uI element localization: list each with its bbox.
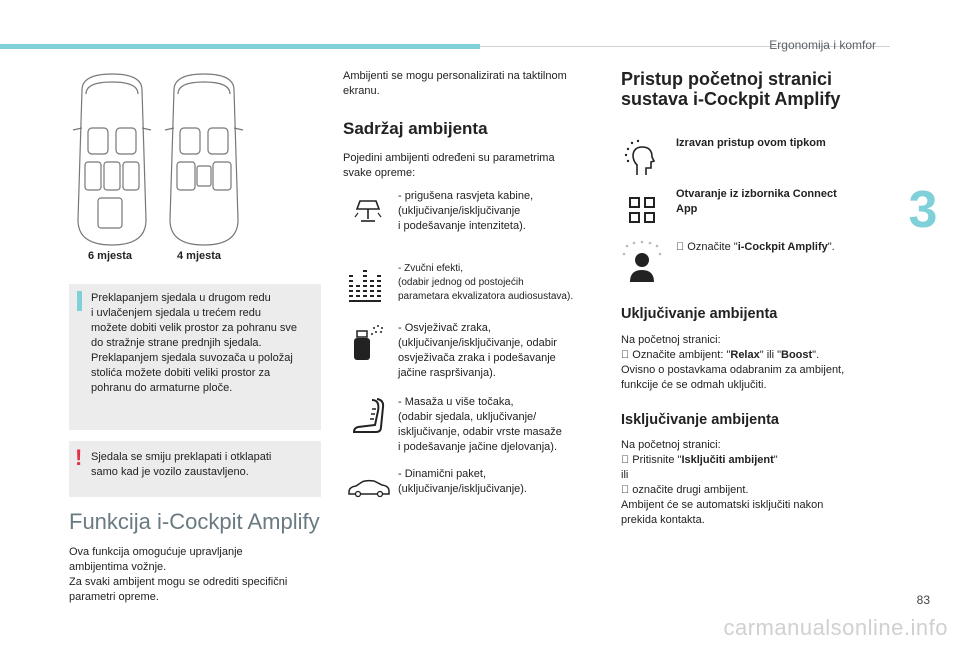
item-line: - prigušena rasvjeta kabine,: [398, 190, 534, 202]
info-line: pohranu do armaturne ploče.: [91, 382, 233, 394]
desc-line: svake opreme:: [343, 167, 416, 179]
deactivation-line: označite drugi ambijent.: [621, 484, 738, 496]
head-key-icon: [624, 139, 660, 179]
desc-line: Pojedini ambijenti određeni su parametrima: [343, 152, 555, 164]
function-line: Za svaki ambijent mogu se odrediti specifični: [69, 576, 288, 588]
warning-line: samo kad je vozilo zaustavljeno.: [91, 466, 249, 478]
access-heading-line: Pristup početnoj stranici: [621, 69, 833, 89]
intro-text: [343, 69, 567, 99]
item-line: i podešavanje intenziteta).: [398, 220, 526, 232]
item-line: - Zvučni efekti,: [398, 263, 464, 274]
page-number: 83: [916, 593, 930, 607]
info-box-text: [91, 291, 297, 396]
access-line: Izravan pristup ovom tipkom: [676, 137, 826, 149]
info-line: do stražnje strane prednjih sjedala.: [91, 337, 262, 349]
access-line: App: [676, 203, 698, 215]
function-heading: Funkcija i-Cockpit Amplify: [69, 509, 320, 534]
activation-line: funkcije će se odmah uključiti.: [621, 379, 767, 391]
activation-line: Ovisno o postavkama odabranim za ambijent,: [621, 364, 845, 376]
access-select-text: [676, 240, 835, 255]
deactivation-line: Pritisnite "Isključiti ambijent": [621, 454, 767, 466]
activation-line: Na početnoj stranici:: [621, 334, 721, 346]
info-line: Preklapanjem sjedala suvozača u položaj: [91, 352, 293, 364]
function-line: Ova funkcija omogućuje upravljanje: [69, 546, 243, 558]
item-line: (uključivanje/isključivanje).: [398, 483, 527, 495]
chapter-number: 3: [908, 181, 938, 239]
caption-4-seats: 4 mjesta: [177, 250, 222, 262]
caption-6-seats: 6 mjesta: [88, 250, 133, 262]
item-sound: [398, 262, 573, 304]
item-line: - Dinamični paket,: [398, 468, 487, 480]
deactivation-text: [621, 438, 823, 528]
item-line: - Osvježivač zraka,: [398, 322, 491, 334]
item-line: (uključivanje/isključivanje, odabir: [398, 337, 557, 349]
person-icon: [622, 240, 662, 284]
info-line: možete dobiti velik prostor za pohranu sve: [91, 322, 298, 334]
item-line: (odabir sjedala, uključivanje/: [398, 411, 537, 423]
watermark: carmanualsonline.info: [723, 615, 948, 640]
seat-massage-icon: [350, 397, 386, 437]
car-seating-diagrams: [72, 70, 247, 250]
grid-menu-icon: [628, 196, 656, 224]
item-line: isključivanje, odabir vrste masaže: [398, 426, 562, 438]
deactivation-heading: Isključivanje ambijenta: [621, 412, 779, 428]
info-line: Preklapanjem sjedala u drugom redu: [91, 292, 271, 304]
select-prefix: Označite ": [676, 241, 727, 253]
content-heading: Sadržaj ambijenta: [343, 119, 488, 138]
item-line: (uključivanje/isključivanje: [398, 205, 521, 217]
access-line: Otvaranje iz izbornika Connect: [676, 188, 837, 200]
ambient-lamp-icon: [352, 195, 384, 227]
activation-text: [621, 333, 844, 393]
info-line: stolića možete dobiti veliki prostor za: [91, 367, 271, 379]
item-line: - Masaža u više točaka,: [398, 396, 514, 408]
warning-line: Sjedala se smiju preklapati i otklapati: [91, 451, 272, 463]
warning-box-text: [91, 450, 271, 480]
audio-equalizer-icon: [347, 267, 385, 305]
item-lighting: [398, 189, 533, 234]
function-line: parametri opreme.: [69, 591, 159, 603]
header-title: Ergonomija i komfor: [769, 38, 876, 52]
car-4-seats-diagram: [165, 74, 243, 245]
car-6-seats-diagram: [73, 74, 151, 245]
function-text: [69, 545, 287, 605]
dynamic-car-icon: [346, 478, 392, 500]
info-line: i uvlačenjem sjedala u trećem redu: [91, 307, 261, 319]
deactivation-line: ili: [621, 469, 629, 481]
deactivation-line: Na početnoj stranici:: [621, 439, 721, 451]
item-massage: [398, 395, 562, 455]
item-line: parametara ekvalizatora audiosustava).: [398, 291, 574, 302]
item-line: i podešavanje jačine djelovanja).: [398, 441, 557, 453]
access-direct-text: [676, 136, 826, 151]
deactivation-line: prekida kontakta.: [621, 514, 705, 526]
access-heading: [621, 69, 840, 109]
access-heading-line: sustava i-Cockpit Amplify: [621, 89, 841, 109]
air-freshener-icon: [350, 322, 386, 362]
activation-heading: Uključivanje ambijenta: [621, 306, 778, 322]
header-accent-bar: [0, 44, 480, 49]
intro-line: Ambijenti se mogu personalizirati na taktilnom: [343, 70, 567, 82]
item-line: osvježivača zraka i podešavanje: [398, 352, 556, 364]
info-box: [69, 284, 321, 430]
intro-line: ekranu.: [343, 85, 380, 97]
item-line: (odabir jednog od postojećih: [398, 277, 524, 288]
access-menu-text: [676, 187, 837, 217]
content-desc: [343, 151, 555, 181]
select-bold: i-Cockpit Amplify: [726, 241, 817, 253]
info-icon: [77, 291, 82, 311]
activation-line: Označite ambijent: "Relax" ili "Boost".: [621, 349, 808, 361]
item-line: jačine raspršivanja).: [398, 367, 496, 379]
item-dynamic: [398, 467, 527, 497]
select-suffix: ".: [816, 241, 824, 253]
deactivation-line: Ambijent će se automatski isključiti nakon: [621, 499, 824, 511]
warning-icon: !: [75, 445, 83, 470]
item-air: [398, 321, 557, 381]
warning-box: [69, 441, 321, 497]
function-line: ambijentima vožnje.: [69, 561, 167, 573]
